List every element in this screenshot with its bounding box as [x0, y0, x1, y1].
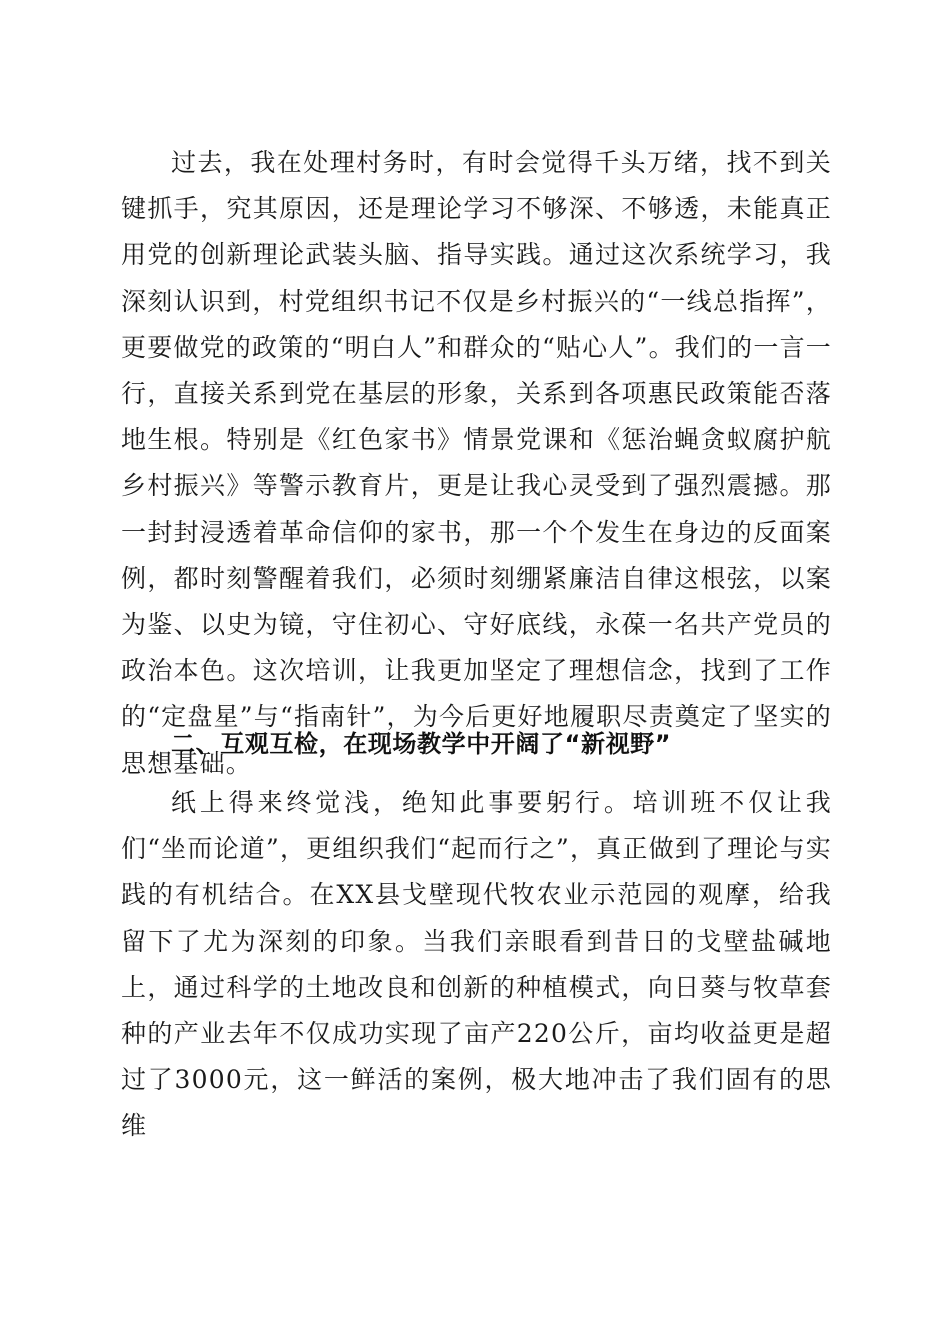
body-paragraph-1: 过去，我在处理村务时，有时会觉得千头万绪，找不到关键抓手，究其原因，还是理论学习不够深、不够透，未能真正用党的创新理论武装头脑、指导实践。通过这次系统学习，我深刻认识到，村党组织书记不仅是乡村振兴的“一线总指挥”，更要做党的政策的“明白人”和群众的“贴心人”。我们的一言一行，直接关系到党在基层的形象，关系到各项惠民政策能否落地生根。特别是《红色家书》情景党课和《惩治蝇贪蚁腐护航乡村振兴》等警示教育片，更是让我心灵受到了强烈震撼。那一封封浸透着革命信仰的家书，那一个个发生在身边的反面案例，都时刻警醒着我们，必须时刻绷紧廉洁自律这根弦，以案为鉴、以史为镜，守住初心、守好底线，永葆一名共产党员的政治本色。这次培训，让我更加坚定了理想信念，找到了工作的“定盘星”与“指南针”，为今后更好地履职尽责奠定了坚实的思想基础。 — [121, 148, 832, 778]
body-paragraph-2: 纸上得来终觉浅，绝知此事要躬行。培训班不仅让我们“坐而论道”，更组织我们“起而行之”，真正做到了理论与实践的有机结合。在XX县戈壁现代牧农业示范园的观摩，给我留下了尤为深刻的印象。当我们亲眼看到昔日的戈壁盐碱地上，通过科学的土地改良和创新的种植模式，向日葵与牧草套种的产业去年不仅成功实现了亩产220公斤，亩均收益更是超过了3000元，这一鲜活的案例，极大地冲击了我们固有的思维 — [121, 788, 832, 1141]
section-heading: 二、互观互检，在现场教学中开阔了“新视野” — [171, 730, 672, 758]
